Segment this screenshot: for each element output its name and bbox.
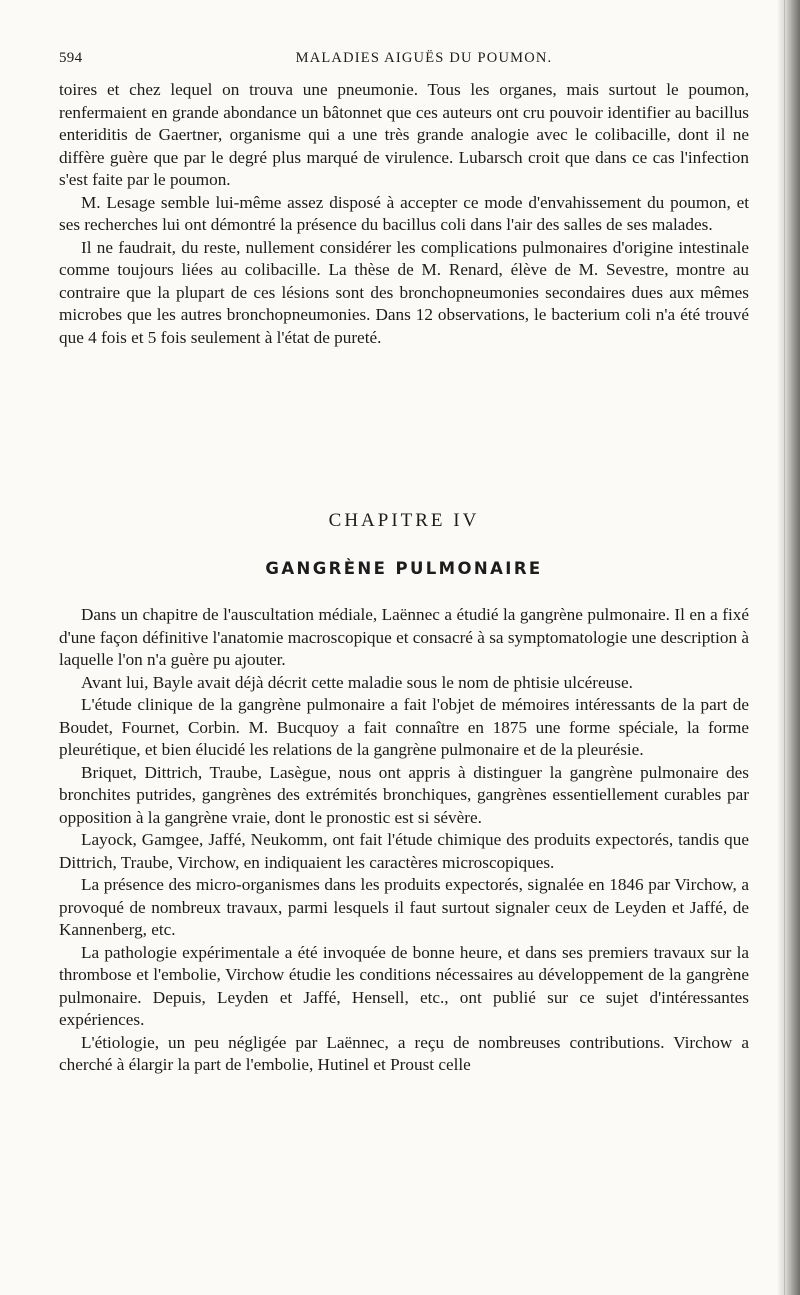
paragraph: toires et chez lequel on trouva une pneumonie. Tous les organes, mais surtout le poumon, renfermaient en grande abondance un bâtonnet que ces auteurs ont cru pouvoir identifier au bacillus enteriditis de Gaertner, organisme qui a une très grande analogie avec le colibacille, dont il ne diffère guère que par le degré plus marqué de virulence. Lubarsch croit que dans ce cas l'infection s'est faite par le poumon. xyxy=(59,80,749,189)
running-head: MALADIES AIGUËS DU POUMON. xyxy=(295,50,553,66)
intro-text xyxy=(59,79,749,349)
paragraph: La pathologie expérimentale a été invoquée de bonne heure, et dans ses premiers travaux sur la thrombose et l'embolie, Virchow étudie les conditions nécessaires au développement de la gangrène pulmonaire. Depuis, Leyden et Jaffé, Hensell, etc., ont publié sur ce sujet d'intéressantes expériences. xyxy=(59,942,749,1029)
page-header xyxy=(59,50,749,72)
page-binding-edge xyxy=(778,0,800,1295)
paragraph: La présence des micro-organismes dans les produits expectorés, signalée en 1846 par Virchow, a provoqué de nombreux travaux, parmi lesquels il faut surtout signaler ceux de Leyden et Jaffé, de Kannenberg, etc. xyxy=(59,875,749,939)
chapter-title: GANGRÈNE PULMONAIRE xyxy=(265,559,543,578)
paragraph: M. Lesage semble lui-même assez disposé à accepter ce mode d'envahissement du poumon, et ses recherches lui ont démontré la présence du bacillus coli dans l'air des salles de ses malades. xyxy=(59,192,749,234)
paragraph: Il ne faudrait, du reste, nullement considérer les complications pulmonaires d'origine intestinale comme toujours liées au colibacille. La thèse de M. Renard, élève de M. Sevestre, montre au contraire que la plupart de ces lésions sont des bronchopneumonies secondaires dues aux mêmes microbes que les autres bronchopneumonies. Dans 12 observations, le bacterium coli n'a été trouvé que 4 fois et 5 fois seulement à l'état de pureté. xyxy=(59,237,749,347)
paragraph: Dans un chapitre de l'auscultation médiale, Laënnec a étudié la gangrène pulmonaire. Il en a fixé d'une façon définitive l'anatomie macroscopique et consacré à sa symptomatologie une description à laquelle l'on n'a guère pu ajouter. xyxy=(59,605,749,669)
chapter-number: CHAPITRE IV xyxy=(328,510,480,531)
paragraph: L'étude clinique de la gangrène pulmonaire a fait l'objet de mémoires intéressants de la part de Boudet, Fournet, Corbin. M. Bucquoy a fait connaître en 1875 une forme spéciale, la forme pleurétique, et bien élucidé les relations de la gangrène pulmonaire et de la pleurésie. xyxy=(59,695,749,759)
paragraph: L'étiologie, un peu négligée par Laënnec, a reçu de nombreuses contributions. Virchow a cherché à élargir la part de l'embolie, Hutinel et Proust celle xyxy=(59,1032,749,1074)
page-number: 594 xyxy=(59,50,83,66)
paragraph: Avant lui, Bayle avait déjà décrit cette maladie sous le nom de phtisie ulcéreuse. xyxy=(81,672,633,692)
paragraph: Layock, Gamgee, Jaffé, Neukomm, ont fait l'étude chimique des produits expectorés, tandis que Dittrich, Traube, Virchow, en indiquaient les caractères microscopiques. xyxy=(59,830,749,872)
chapter-text xyxy=(59,604,749,1077)
chapter-heading xyxy=(59,510,749,579)
paragraph: Briquet, Dittrich, Traube, Lasègue, nous ont appris à distinguer la gangrène pulmonaire des bronchites putrides, gangrènes des extrémités bronchiques, gangrènes essentiellement curables par opposition à la gangrène vraie, dont le pronostic est si sévère. xyxy=(59,762,749,827)
